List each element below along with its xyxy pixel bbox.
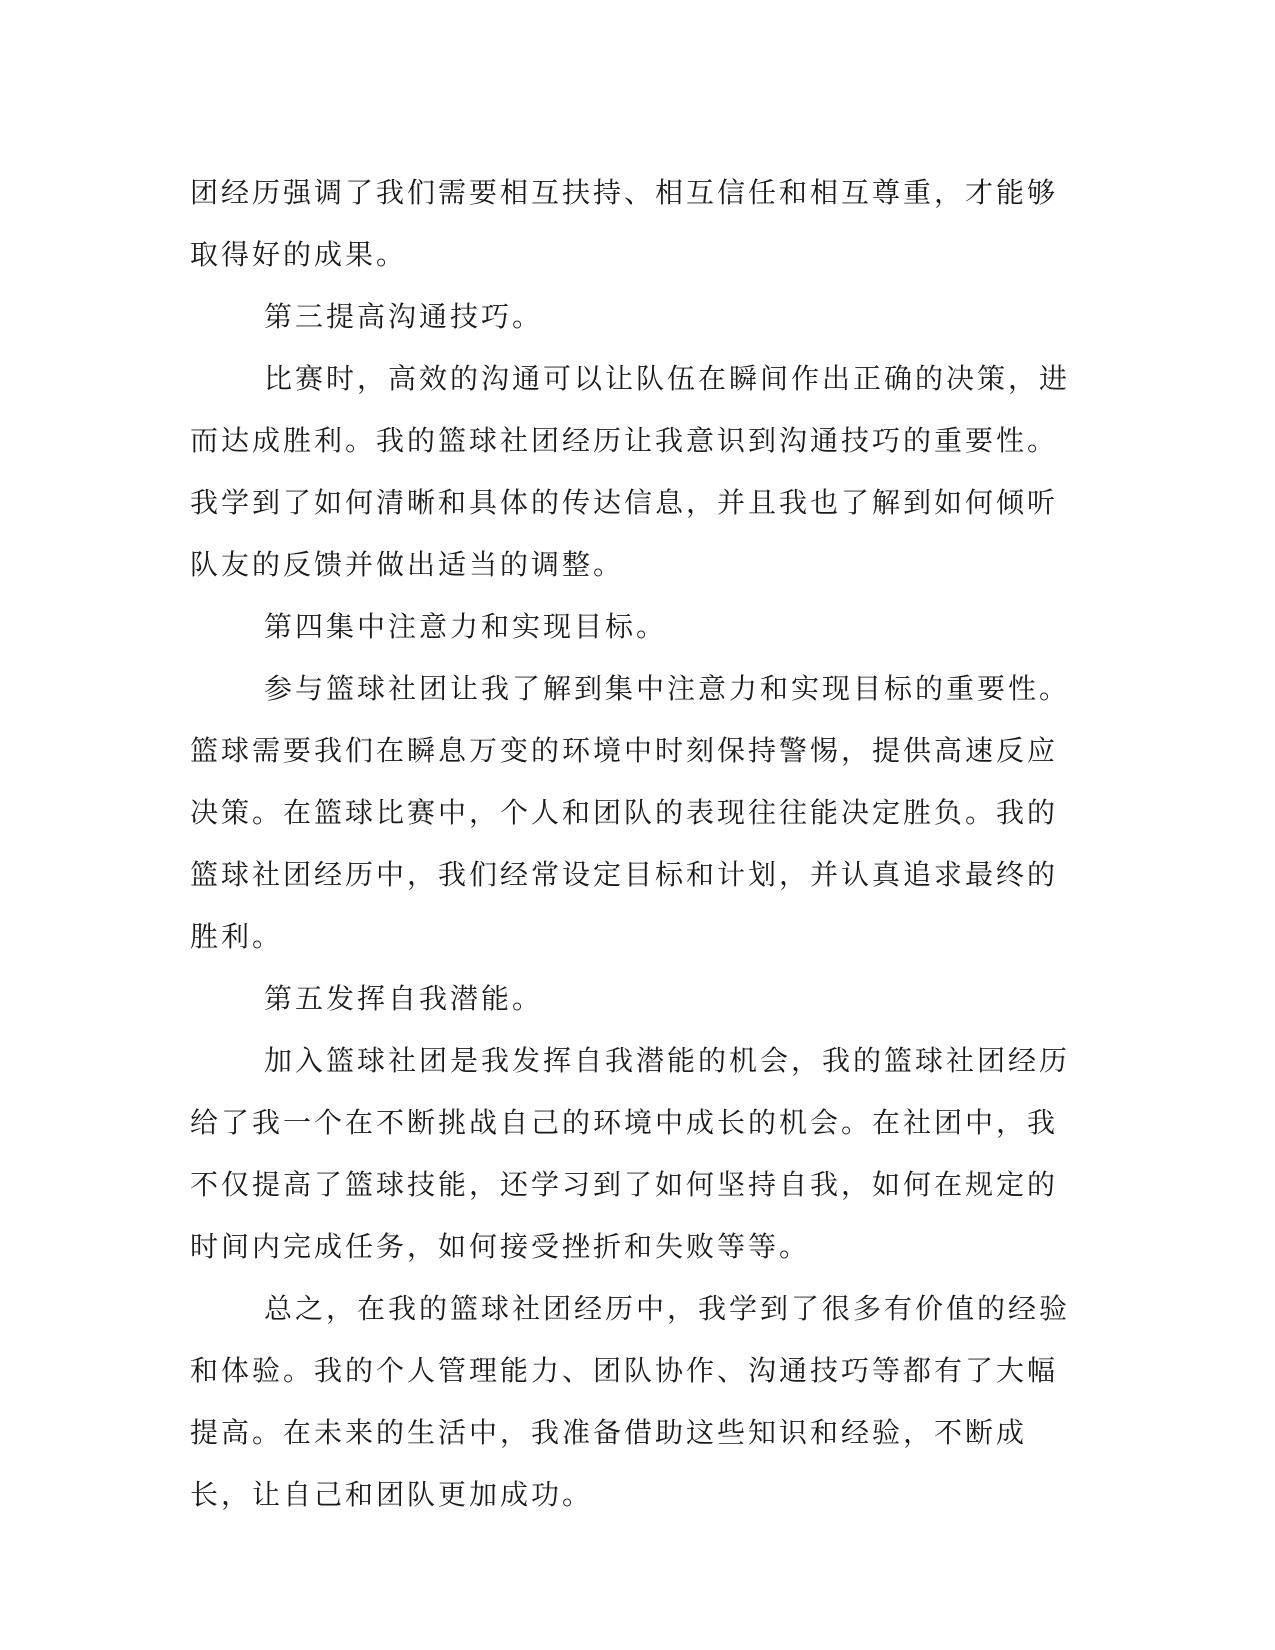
paragraph-focus: 参与篮球社团让我了解到集中注意力和实现目标的重要性。篮球需要我们在瞬息万变的环境中时刻保持警惕，提供高速反应决策。在篮球比赛中，个人和团队的表现往往能决定胜负。我的篮球社团经历中，我们经常设定目标和计划，并认真追求最终的胜利。 bbox=[190, 672, 1071, 953]
paragraph-continuation: 团经历强调了我们需要相互扶持、相互信任和相互尊重，才能够取得好的成果。 bbox=[190, 176, 1059, 271]
document-body bbox=[190, 162, 1085, 1526]
paragraph-conclusion: 总之，在我的篮球社团经历中，我学到了很多有价值的经验和体验。我的个人管理能力、团队协作、沟通技巧等都有了大幅提高。在未来的生活中，我准备借助这些知识和经验，不断成长，让自己和团队更加成功。 bbox=[190, 1292, 1071, 1511]
paragraph-communication: 比赛时，高效的沟通可以让队伍在瞬间作出正确的决策，进而达成胜利。我的篮球社团经历让我意识到沟通技巧的重要性。我学到了如何清晰和具体的传达信息，并且我也了解到如何倾听队友的反馈并做出适当的调整。 bbox=[190, 362, 1071, 581]
heading-point-five: 第五发挥自我潜能。 bbox=[264, 982, 544, 1015]
paragraph-potential: 加入篮球社团是我发挥自我潜能的机会，我的篮球社团经历给了我一个在不断挑战自己的环境中成长的机会。在社团中，我不仅提高了篮球技能，还学习到了如何坚持自我，如何在规定的时间内完成任务，如何接受挫折和失败等等。 bbox=[190, 1044, 1071, 1263]
heading-point-four: 第四集中注意力和实现目标。 bbox=[264, 610, 668, 643]
heading-point-three: 第三提高沟通技巧。 bbox=[264, 300, 544, 333]
